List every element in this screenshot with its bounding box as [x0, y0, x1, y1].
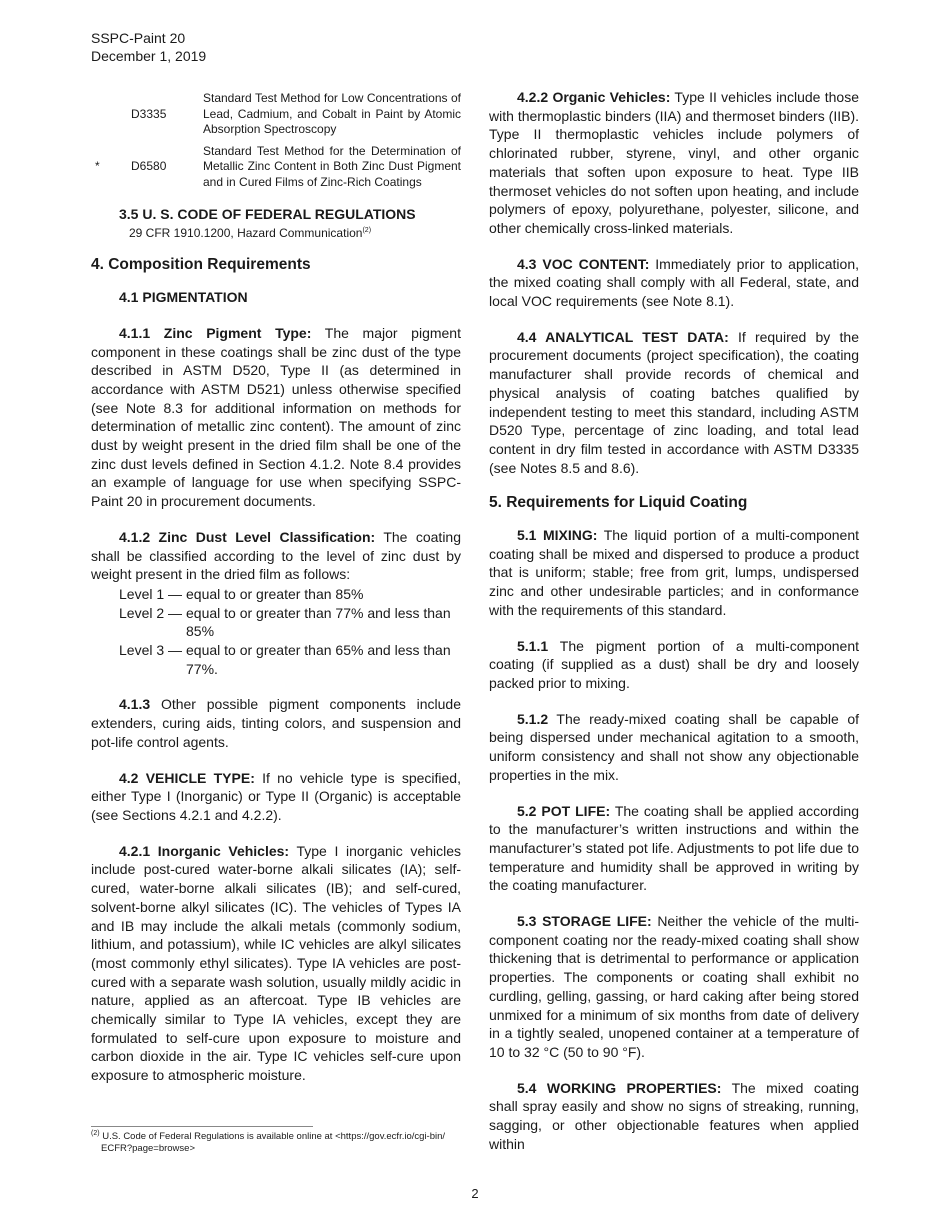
level-desc: equal to or greater than 77% and less than 85% — [186, 604, 451, 640]
paragraph-5-1-1 — [489, 637, 859, 693]
footnote-marker: (2) — [91, 1129, 100, 1137]
paragraph-label: 4.1.1 Zinc Pigment Type: — [119, 324, 312, 341]
paragraph-label: 4.1.2 Zinc Dust Level Classification: — [119, 528, 376, 545]
paragraph-label: 4.2 VEHICLE TYPE: — [119, 769, 255, 786]
list-item — [119, 641, 461, 678]
section-4-heading: 4. Composition Requirements — [91, 256, 311, 274]
section-4-1-heading: 4.1 PIGMENTATION — [119, 289, 248, 306]
paragraph-text: The coating shall be applied according to the manufacturer’s written instructions and within the manufacturer’s stated pot life. Adjustments to pot life due to temperature and humidity shall be approved in writing by the coating manufacturer. — [489, 802, 860, 894]
standard-code: D3335 — [131, 106, 167, 121]
right-column — [489, 88, 859, 1153]
level-desc: equal to or greater than 85% — [186, 585, 364, 602]
section-5-heading: 5. Requirements for Liquid Coating — [489, 494, 748, 512]
revision-mark: * — [95, 159, 100, 173]
level-name: Level 2 — — [119, 604, 183, 621]
paragraph-label: 4.1.3 — [119, 696, 151, 713]
cfr-reference — [129, 224, 461, 243]
level-desc: equal to or greater than 65% and less than 77%. — [186, 642, 451, 677]
standard-description: Standard Test Method for Low Concentrations of Lead, Cadmium, and Cobalt in Paint by Atomic Absorption Spectroscopy — [203, 91, 461, 136]
paragraph-text: The ready-mixed coating shall be capable of being dispersed under mechanical agitation to a smooth, uniform consistency and shall not show any objectionable properties in the mix. — [489, 710, 859, 783]
paragraph-label: 5.2 POT LIFE: — [517, 802, 611, 819]
footnote-ref: (2) — [362, 226, 372, 234]
paragraph-4-4 — [489, 328, 859, 478]
paragraph-4-1-1 — [91, 324, 461, 511]
paragraph-text: Neither the vehicle of the multi-component coating nor the ready-mixed coating shall show thickening that is detrimental to performance or application properties. The components or coating shall exhibit no curdling, gelling, gassing, or hard caking after being stored unmixed for a minimum of six months from date of delivery in a tightly sealed, unopened container at a temperature of 10 to 32 °C (50 to 90 °F). — [489, 913, 859, 1060]
list-item — [119, 604, 461, 641]
paragraph-text: The major pigment component in these coatings shall be zinc dust of the type described in ASTM D520, Type II (as determined in accordance with ASTM D521) unless otherwise specified (see Note 8.3 for additional information on methods for determination of metallic zinc content). The amount of zinc dust by weight present in the dried film shall be one of the zinc dust levels defined in Section 4.1.2. Note 8.4 provides an example of language for use when specifying SSPC-Paint 20 in procurement documents. — [91, 324, 461, 510]
left-column — [91, 88, 461, 1102]
paragraph-text: Type II vehicles include those with thermoplastic binders (IIA) and thermoset binders (IIB). Type II thermoplastic vehicles include polymers of chlorinated rubber, styrene, vinyl, and other organic materials that soften upon exposure to heat. Type IIB thermoset vehicles do not soften upon heating, and include polymers of epoxy, polyurethane, polyester, silicone, and other chemically cross-linked materials. — [489, 89, 859, 236]
revision-mark — [91, 88, 131, 141]
paragraph-4-3 — [489, 255, 859, 311]
paragraph-5-2 — [489, 802, 859, 896]
paragraph-label: 5.1 MIXING: — [517, 527, 598, 544]
table-row — [91, 141, 461, 194]
paragraph-text: The liquid portion of a multi-component coating shall be mixed and dispersed to produce a product that is uniform; stable; free from grit, lumps, undispersed zinc and other undesirable particles; and in conformance with the requirements of this standard. — [489, 527, 860, 618]
section-3-5-heading: 3.5 U. S. CODE OF FEDERAL REGULATIONS — [119, 206, 416, 222]
paragraph-text: If required by the procurement documents (project specification), the coating manufacturer shall provide records of chemical and physical analysis of coating batches qualified by independent testing to meet this standard, including ASTM D520 Type, percentage of zinc loading, and total lead content in dry film tested in accordance with ASTM D3335 (see Notes 8.5 and 8.6). — [489, 328, 859, 476]
document-date: December 1, 2019 — [91, 48, 207, 64]
zinc-levels-list — [119, 585, 461, 679]
standard-code: D6580 — [131, 159, 167, 173]
table-row — [91, 88, 461, 141]
footnote-text-line2: ECFR?page=browse> — [101, 1143, 195, 1154]
paragraph-5-1 — [489, 526, 859, 620]
standard-description: Standard Test Method for the Determination of Metallic Zinc Content in Both Zinc Dust Pigment and in Cured Films of Zinc-Rich Coatings — [203, 143, 461, 189]
paragraph-text: The pigment portion of a multi-component coating (if supplied as a dust) shall be dry and loosely packed prior to mixing. — [489, 637, 859, 691]
paragraph-5-1-2 — [489, 710, 859, 785]
paragraph-4-2 — [91, 769, 461, 825]
paragraph-5-4 — [489, 1079, 859, 1154]
paragraph-label: 4.4 ANALYTICAL TEST DATA: — [517, 328, 729, 345]
paragraph-label: 5.3 STORAGE LIFE: — [517, 913, 652, 930]
paragraph-text: Type I inorganic vehicles include post-cured water-borne alkali silicates (IA); self-cured, water-borne alkali silicates (IB); and self-cured, solvent-borne alkyl silicates (IC). The vehicles of Types IA and IB may include the alkali metals (commonly sodium, lithium, and potassium), while IC vehicles are alkyl silicates (most commonly ethyl silicates). Type IA vehicles are post-cured with a separate wash solution, usually mildly acidic in nature, applied as an aftercoat. Type IB vehicles are chemically similar to Type IA vehicles, except they are formulated to self-cure upon exposure to moisture and carbon dioxide in the air. Type IC vehicles self-cure upon exposure to atmospheric moisture. — [91, 842, 461, 1084]
paragraph-4-2-2 — [489, 88, 859, 238]
footnote — [91, 1131, 461, 1155]
paragraph-text: The coating shall be classified according to the level of zinc dust by weight present in the dried film as follows: — [91, 528, 462, 583]
paragraph-label: 5.4 WORKING PROPERTIES: — [517, 1079, 722, 1096]
paragraph-label: 5.1.2 — [517, 710, 549, 727]
paragraph-text: The mixed coating shall spray easily and show no signs of streaking, running, sagging, or other objectionable features when applied within — [489, 1079, 860, 1152]
paragraph-4-1-3 — [91, 695, 461, 751]
paragraph-4-2-1 — [91, 842, 461, 1085]
page-header — [91, 29, 206, 65]
paragraph-label: 4.2.1 Inorganic Vehicles: — [119, 842, 290, 859]
level-name: Level 1 — — [119, 585, 183, 602]
paragraph-label: 4.2.2 Organic Vehicles: — [517, 89, 671, 105]
footnote-divider — [91, 1126, 313, 1127]
document-id: SSPC-Paint 20 — [91, 30, 186, 46]
list-item — [119, 585, 461, 604]
page-number: 2 — [471, 1186, 479, 1201]
paragraph-5-3 — [489, 912, 859, 1062]
paragraph-label: 5.1.1 — [517, 637, 549, 654]
footnote-text-line1: U.S. Code of Federal Regulations is available online at <https://gov.ecfr.io/cgi-bin/ — [99, 1131, 446, 1142]
level-name: Level 3 — — [119, 642, 183, 659]
paragraph-4-1-2 — [91, 528, 461, 584]
paragraph-text: Immediately prior to application, the mixed coating shall comply with all Federal, state, and local VOC requirements (see Note 8.1). — [489, 255, 859, 310]
cfr-reference-text: 29 CFR 1910.1200, Hazard Communication — [129, 225, 363, 240]
paragraph-text: If no vehicle type is specified, either Type I (Inorganic) or Type II (Organic) is acceptable (see Sections 4.2.1 and 4.2.2). — [91, 769, 461, 823]
paragraph-text: Other possible pigment components include extenders, curing aids, tinting colors, and suspension and pot-life control agents. — [91, 696, 461, 750]
standards-table — [91, 88, 461, 193]
paragraph-label: 4.3 VOC CONTENT: — [517, 255, 650, 272]
